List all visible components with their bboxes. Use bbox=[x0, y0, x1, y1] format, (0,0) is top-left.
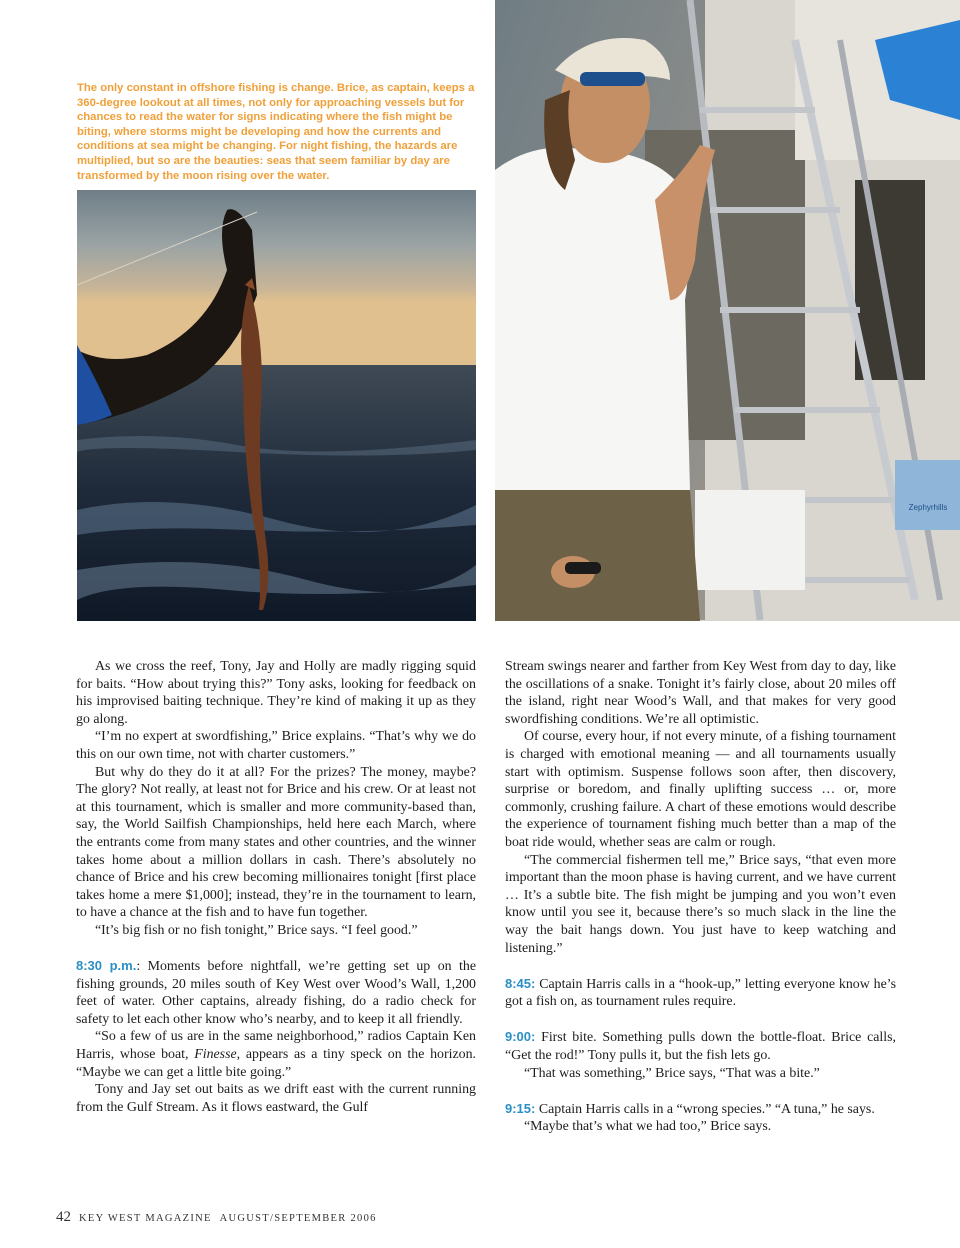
issue-date: AUGUST/SEPTEMBER 2006 bbox=[219, 1213, 377, 1224]
photo-captain-image bbox=[495, 0, 960, 621]
photo-captain-on-boat bbox=[495, 0, 960, 621]
time-label: 9:00: bbox=[505, 1029, 536, 1045]
timestamp-entry bbox=[505, 1028, 896, 1064]
bottle-label: Zephyrhills bbox=[908, 503, 948, 512]
paragraph: But why do they do it at all? For the prizes? The money, maybe? The glory? Not really, at least not for Brice and his crew. Or at least not at this tournament, which is smaller and more community-based than, say, the World Sailfish Championships, held here each March, where the entrants come from many states and other countries, and the winner takes home about a million dollars in cash. There’s absolutely no chance of Brice and his crew becoming millionaires tonight [first place takes home a mere $1,000]; instead, they’re in the tournament to learn, to have a chance at the fish and to have fun together. bbox=[76, 764, 476, 921]
paragraph: “That was something,” Brice says, “That was a bite.” bbox=[524, 1065, 820, 1081]
paragraph: Of course, every hour, if not every minute, of a fishing tournament is charged with emotional meaning — and all tournaments usually start with optimism. Suspense follows soon after, then discovery, surprise or boredom, and finally uplifting success … or, more commonly, crushing failure. A chart of these emotions would describe the experience of tournament fishing much better than a map of the boat ride would, whether seas are calm or rough. bbox=[505, 729, 896, 850]
timestamp-entry bbox=[505, 975, 896, 1011]
entry-text: Captain Harris calls in a “wrong species.” “A tuna,” he says. bbox=[535, 1101, 875, 1117]
paragraph-text: , appears as a tiny speck on the horizon. “Maybe we can get a little bite going.” bbox=[76, 1047, 476, 1080]
time-label: 9:15: bbox=[505, 1100, 536, 1116]
entry-text: : Moments before nightfall, we’re getting set up on the fishing grounds, 20 miles south of Key West over Wood’s Wall, 1,200 feet of water. Other captains, already fishing, do a radio check for safety to let each other know who’s nearby, and to keep it all friendly. bbox=[76, 959, 476, 1027]
paragraph: Tony and Jay set out baits as we drift east with the current running from the Gulf Stream. As it flows eastward, the Gulf bbox=[76, 1082, 476, 1115]
entry-text: Captain Harris calls in a “hook-up,” letting everyone know he’s got a fish on, as tournament rules require. bbox=[505, 976, 896, 1010]
paragraph: Stream swings nearer and farther from Key West from day to day, like the oscillations of a snake. Tonight it’s fairly close, about 20 miles off the island, right near Wood’s Wall, and that makes for very good swordfishing conditions. We’re all optimistic. bbox=[505, 659, 896, 727]
page-footer bbox=[56, 1209, 377, 1226]
photo-caption: The only constant in offshore fishing is change. Brice, as captain, keeps a 360-degree lookout at all times, not only for approaching vessels but for chances to read the water for signs indicating where the fish might be biting, where storms might be developing and how the currents and conditions at sea might be changing. For night fishing, the hazards are multiplied, but so are the beauties: seas that seem familiar by day are transformed by the moon rising over the water. bbox=[77, 82, 475, 182]
paragraph-text: “So a few of us are in the same neighborhood,” radios Captain Ken Harris, whose boat, bbox=[76, 1029, 476, 1063]
boat-name: Finesse bbox=[194, 1047, 237, 1063]
paragraph: “The commercial fishermen tell me,” Brice says, “that even more important than the moon phase is having current, and we have current … It’s a subtle bite. The fish might be jumping and you won’t even know until you see it, because there’s so much slack in the line the way the bait hangs down. You just have to keep watching and listening.” bbox=[505, 852, 896, 956]
paragraph: As we cross the reef, Tony, Jay and Holly are madly rigging squid for baits. “How about trying this?” Tony asks, looking for feedback on his improvised baiting technique. They’re kind of making it up as they go along. bbox=[76, 659, 476, 727]
paragraph bbox=[76, 1028, 476, 1081]
photo-squid-bait-image bbox=[77, 190, 476, 621]
paragraph: “It’s big fish or no fish tonight,” Brice says. “I feel good.” bbox=[95, 922, 418, 938]
timestamp-entry bbox=[505, 1100, 896, 1119]
article-column-right bbox=[505, 658, 896, 1136]
article-column-left bbox=[76, 658, 476, 1116]
entry-text: First bite. Something pulls down the bottle-float. Brice calls, “Get the rod!” Tony pulls it, but the fish lets go. bbox=[505, 1030, 896, 1064]
paragraph: “I’m no expert at swordfishing,” Brice explains. “That’s why we do this on our own time, not with charter customers.” bbox=[76, 729, 476, 762]
page-number: 42 bbox=[56, 1209, 71, 1225]
time-label: 8:30 p.m. bbox=[76, 958, 137, 974]
paragraph: “Maybe that’s what we had too,” Brice says. bbox=[524, 1119, 772, 1135]
timestamp-entry bbox=[76, 957, 476, 1028]
publication-name: KEY WEST MAGAZINE bbox=[79, 1213, 212, 1224]
photo-squid-bait bbox=[77, 190, 476, 621]
time-label: 8:45: bbox=[505, 975, 536, 991]
